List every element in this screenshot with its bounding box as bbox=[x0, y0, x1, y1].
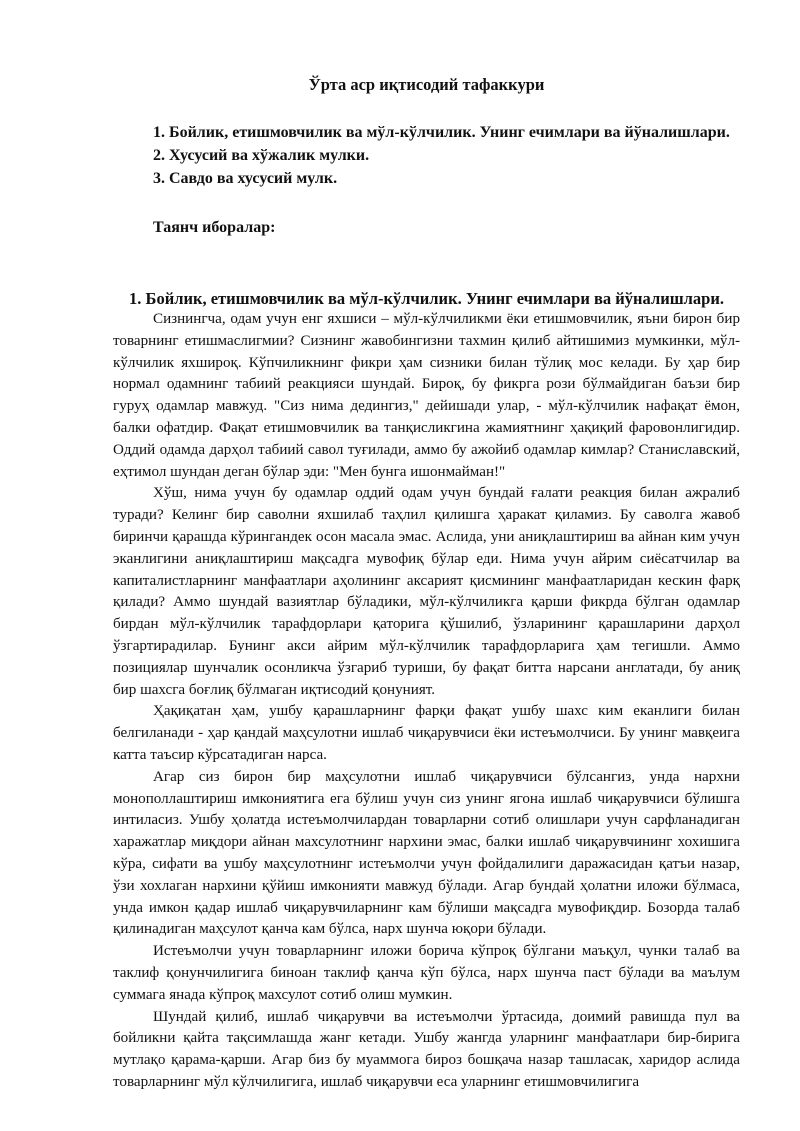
paragraph-5: Истеъмолчи учун товарларнинг иложи борича кўпроқ бўлгани маъқул, чунки талаб ва таклиф қонунчилигига биноан таклиф қанча кўп бўлса, нарх шунча паст бўлади ва маълум суммага янада кўпроқ махсулот сотиб олиш мумкин. bbox=[113, 943, 740, 1003]
section-heading: 1. Бойлик, етишмовчилик ва мўл-кўлчилик. Унинг ечимлари ва йўналишлари. bbox=[129, 289, 724, 308]
document-title: Ўрта аср иқтисодий тафаккури bbox=[308, 75, 545, 94]
plan-item-3: 3. Савдо ва хусусий мулк. bbox=[153, 170, 338, 187]
document-page bbox=[113, 70, 740, 1094]
plan-item-1: 1. Бойлик, етишмовчилик ва мўл-кўлчилик. Унинг ечимлари ва йўналишлари. bbox=[153, 124, 730, 141]
plan-item-2: 2. Хусусий ва хўжалик мулки. bbox=[153, 147, 370, 164]
paragraph-1: Сизнингча, одам учун енг яхшиси – мўл-кўлчиликми ёки етишмовчилик, яъни бирон бир товарнинг етишмаслигмии? Сизнинг жавобингизни тахмин қилиб айтишимиз мумкинки, мўл-кўлчилик яхшироқ. Кўпчиликнинг фикри ҳам сизники билан тўлиқ мос келади. Бу ҳар бир нормал одамнинг табиий реакцияси шундай. Бироқ, бу фикрга рози бўлмайдиган баъзи бир гуруҳ одамлар мавжуд. "Сиз нима дедингиз," дейишади улар, - мўл-кўлчилик нафақат ёмон, балки офатдир. Фақат етишмовчилик ва танқисликгина жамиятнинг ҳақиқий фаровонлигидир. Оддий одамда дарҳол табиий савол туғилади, аммо бу ажойиб одамлар кимлар? Станиславский, еҳтимол шундан деган бўлар эди: "Мен бунга ишонмайман!" bbox=[113, 311, 740, 480]
section-body bbox=[113, 309, 740, 1094]
paragraph-4: Агар сиз бирон бир маҳсулотни ишлаб чиқарувчиси бўлсангиз, унда нархни монополлаштириш имкониятига ега бўлиш учун сиз унинг ягона ишлаб чиқарувчиси бўлишга интиласиз. Ушбу ҳолатда истеъмолчилардан товарларни сотиб олишлари учун сарфланадиган харажатлар миқдори айнан махсулотнинг нархини эмас, балки ишлаб чиқарувчининг хохишига кўра, сифати ва ушбу маҳсулотнинг истеъмолчи учун фойдалилиги даражасидан қатъи назар, ўзи хохлаган нархини қўйиш имконияти мавжуд бўлади. Агар бундай ҳолатни иложи бўлмаса, унда имкон қадар ишлаб чиқарувчиларнинг кам бўлиши мақсадга мувофиқдир. Бозорда талаб қилинадиган маҳсулот қанча кам бўлса, нарх шунча юқори бўлади. bbox=[113, 768, 740, 938]
paragraph-6: Шундай қилиб, ишлаб чиқарувчи ва истеъмолчи ўртасида, доимий равишда пул ва бойликни қайта тақсимлашда жанг кетади. Ушбу жангда уларнинг манфаатлари бир-бирига мутлақо қарама-қарши. Агар биз бу муаммога бироз бошқача назар ташласак, харидор аслида товарларнинг мўл кўлчилигига, ишлаб чиқарувчи еса уларнинг етишмовчилигига bbox=[113, 1008, 740, 1090]
lecture-plan bbox=[113, 121, 740, 190]
keywords-label: Таянч иборалар: bbox=[153, 219, 276, 236]
paragraph-2: Хўш, нима учун бу одамлар оддий одам учун бундай ғалати реакция билан ажралиб туради? Келинг бир саволни яхшилаб таҳлил қилишга ҳаракат қиламиз. Бу саволга жавоб биринчи қарашда кўрингандек осон масала эмас. Аслида, уни аниқлаштириш ва айнан ким учун эканлигини аниқлаштириш мақсадга мувофиқ бўлар еди. Нима учун айрим сиёсатчилар ва капиталистларнинг манфаатлари аҳолининг аксарият қисмининг манфаатларидан кескин фарқ қилади? Аммо шундай вазиятлар бўладики, мўл-кўлчиликга қарши фикрда бўлган одамлар бирдан мўл-кўлчилик тарафдорлари қаторига қўшилиб, ўзларининг қарашларини дарҳол ўзгартирадилар. Бунинг акси айрим мўл-кўлчилик тарафдорларига ҳам тегишли. Аммо позициялар шунчалик осонликча ўзгариб туриши, бу фақат битта нарсани англатади, бу аниқ бир шахсга боғлиқ бўлмаган иқтисодий қонуният. bbox=[113, 485, 740, 698]
paragraph-3: Ҳақиқатан ҳам, ушбу қарашларнинг фарқи фақат ушбу шахс ким еканлиги билан белгиланади - ҳар қандай маҳсулотни ишлаб чиқарувчиси ёки истеъмолчиси. Бу унинг мавқеига катта таъсир кўрсатадиган нарса. bbox=[113, 703, 740, 763]
